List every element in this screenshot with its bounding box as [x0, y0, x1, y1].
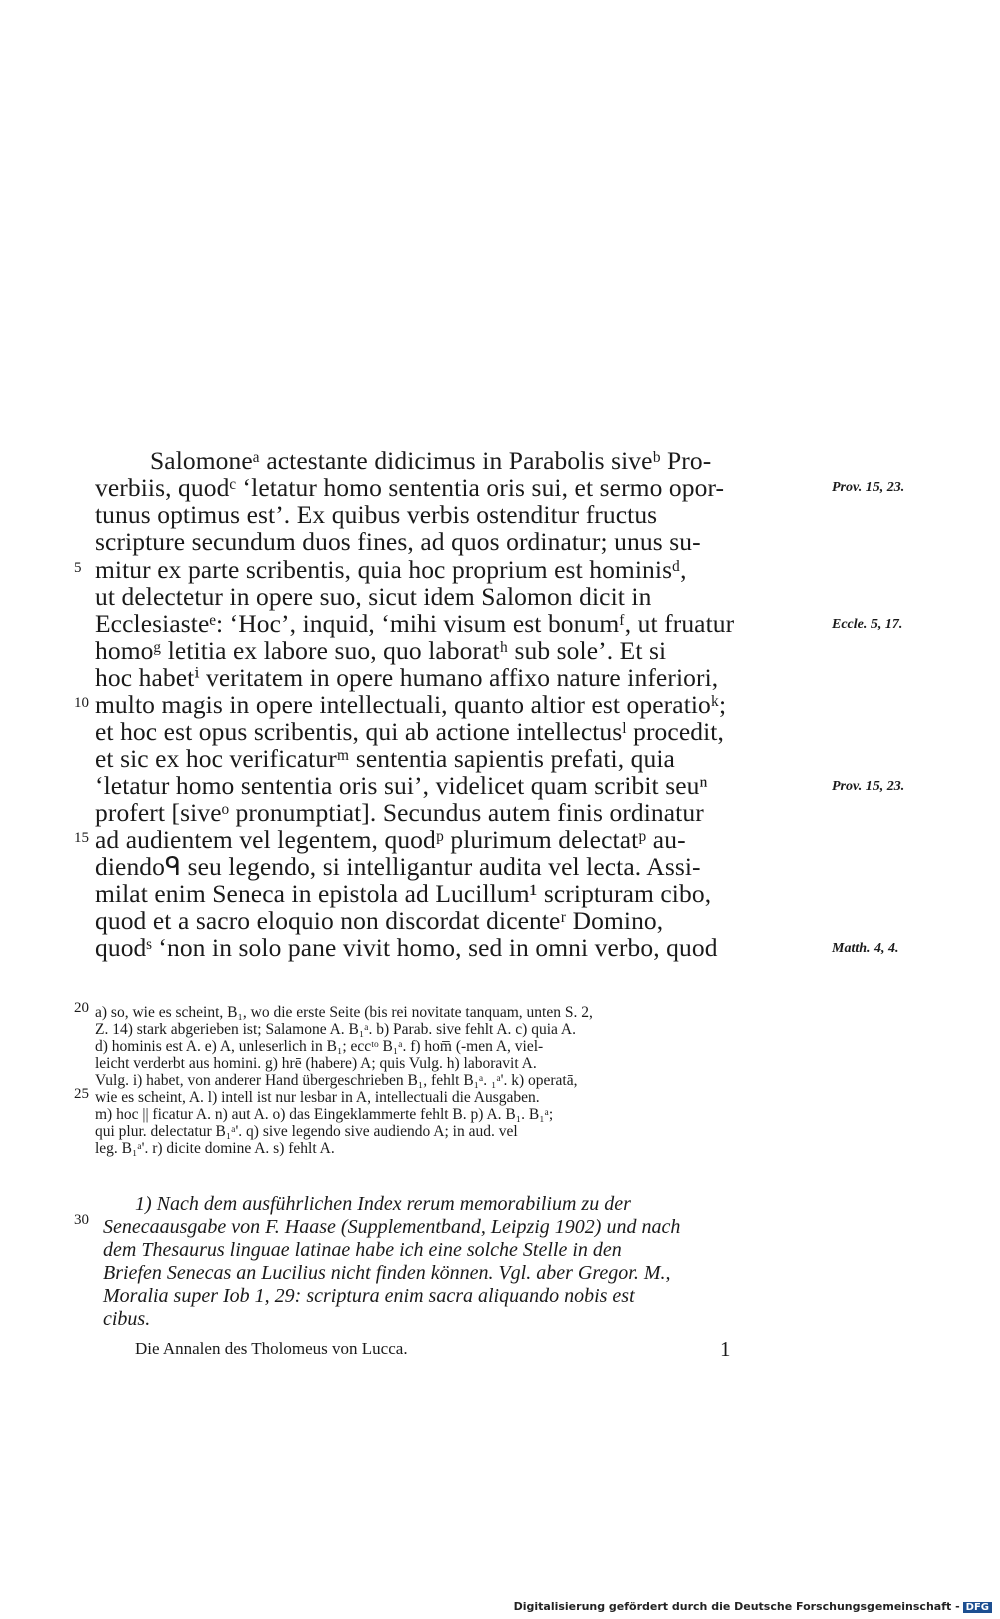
footnote-line: 1) Nach dem ausführlichen Index rerum memorabilium zu der [135, 1193, 631, 1215]
text-line: quodˢ ‘non in solo pane vivit homo, sed in omni verbo, quod [95, 933, 718, 962]
dfg-logo-icon: DFG [963, 1602, 992, 1613]
margin-reference: Matth. 4, 4. [832, 941, 899, 956]
text-line: scripture secundum duos fines, ad quos ordinatur; unus su- [95, 527, 701, 556]
margin-reference: Eccle. 5, 17. [832, 617, 903, 632]
note-line: d) hominis est A. e) A, unleserlich in B₁; eccᵗᵒ B₁ᵃ. f) hom̅ (-men A, viel- [95, 1038, 544, 1055]
line-number: 15 [74, 830, 89, 846]
line-number: 20 [74, 1000, 89, 1016]
note-line: qui plur. delectatur B₁ᵃ'. q) sive legendo sive audiendo A; in aud. vel [95, 1123, 518, 1140]
text-line: hoc habetⁱ veritatem in opere humano affixo nature inferiori, [95, 663, 719, 692]
note-line: leicht verderbt aus homini. g) hrē (habere) A; quis Vulg. h) laboravit A. [95, 1055, 537, 1072]
text-line: homoᵍ letitia ex labore suo, quo laboratʰ sub sole’. Et si [95, 636, 667, 665]
text-line: verbiis, quodᶜ ‘letatur homo sententia oris sui, et sermo opor- [95, 473, 725, 502]
line-number: 5 [74, 560, 82, 576]
text-line: ad audientem vel legentem, quodᵖ plurimum delectatᵖ au- [95, 825, 686, 854]
line-number: 25 [74, 1086, 89, 1102]
text-line: milat enim Seneca in epistola ad Lucillum¹ scripturam cibo, [95, 879, 712, 908]
footnote-line: dem Thesaurus linguae latinae habe ich eine solche Stelle in den [103, 1239, 622, 1261]
line-number: 10 [74, 695, 89, 711]
text-line: tunus optimus est’. Ex quibus verbis ostenditur fructus [95, 500, 658, 529]
text-line: Ecclesiasteᵉ: ‘Hoc’, inquid, ‘mihi visum est bonumᶠ, ut fruatur [95, 609, 735, 638]
note-line: a) so, wie es scheint, B₁, wo die erste Seite (bis rei novitate tanquam, unten S. 2, [95, 1004, 593, 1021]
text-line: et hoc est opus scribentis, qui ab actione intellectusˡ procedit, [95, 717, 724, 746]
text-line: Salomoneᵃ actestante didicimus in Parabolis siveᵇ Pro- [150, 446, 712, 475]
text-line: mitur ex parte scribentis, quia hoc proprium est hominisᵈ, [95, 555, 687, 584]
margin-reference: Prov. 15, 23. [832, 779, 905, 794]
footnote-line: Briefen Senecas an Lucilius nicht finden können. Vgl. aber Gregor. M., [103, 1262, 671, 1284]
running-footer-title: Die Annalen des Tholomeus von Lucca. [135, 1339, 408, 1358]
digitization-text: Digitalisierung gefördert durch die Deutsche Forschungsgemeinschaft - [513, 1600, 960, 1613]
text-line: multo magis in opere intellectuali, quanto altior est operatioᵏ; [95, 690, 727, 719]
text-line: profert [siveᵒ pronumptiat]. Secundus autem finis ordinatur [95, 798, 704, 827]
note-line: Z. 14) stark abgerieben ist; Salamone A. B₁ᵃ. b) Parab. sive fehlt A. c) quia A. [95, 1021, 576, 1038]
note-line: m) hoc || ficatur A. n) aut A. o) das Eingeklammerte fehlt B. p) A. B₁. B₁ᵃ; [95, 1106, 554, 1123]
note-line: Vulg. i) habet, von anderer Hand übergeschrieben B₁, fehlt B₁ᵃ. ₁ᵃ'. k) operatā, [95, 1072, 578, 1089]
note-line: leg. B₁ᵃ'. r) dicite domine A. s) fehlt A. [95, 1140, 335, 1157]
digitization-credit [514, 1600, 992, 1613]
text-line: ‘letatur homo sententia oris sui’, videlicet quam scribit seuⁿ [95, 771, 708, 800]
footnote-line: cibus. [103, 1308, 151, 1330]
footnote-line: Moralia super Iob 1, 29: scriptura enim sacra aliquando nobis est [103, 1285, 635, 1307]
text-line: diendoᑫ seu legendo, si intelligantur audita vel lecta. Assi- [95, 852, 701, 881]
text-line: quod et a sacro eloquio non discordat dicenteʳ Domino, [95, 906, 664, 935]
text-line: ut delectetur in opere suo, sicut idem Salomon dicit in [95, 582, 652, 611]
text-line: et sic ex hoc verificaturᵐ sententia sapientis prefati, quia [95, 744, 675, 773]
margin-reference: Prov. 15, 23. [832, 480, 905, 495]
line-number: 30 [74, 1212, 89, 1228]
note-line: wie es scheint, A. l) intell ist nur lesbar in A, intellectuali die Ausgaben. [95, 1089, 540, 1106]
footnote-line: Senecaausgabe von F. Haase (Supplementband, Leipzig 1902) und nach [103, 1216, 681, 1238]
page-number: 1 [720, 1337, 731, 1361]
